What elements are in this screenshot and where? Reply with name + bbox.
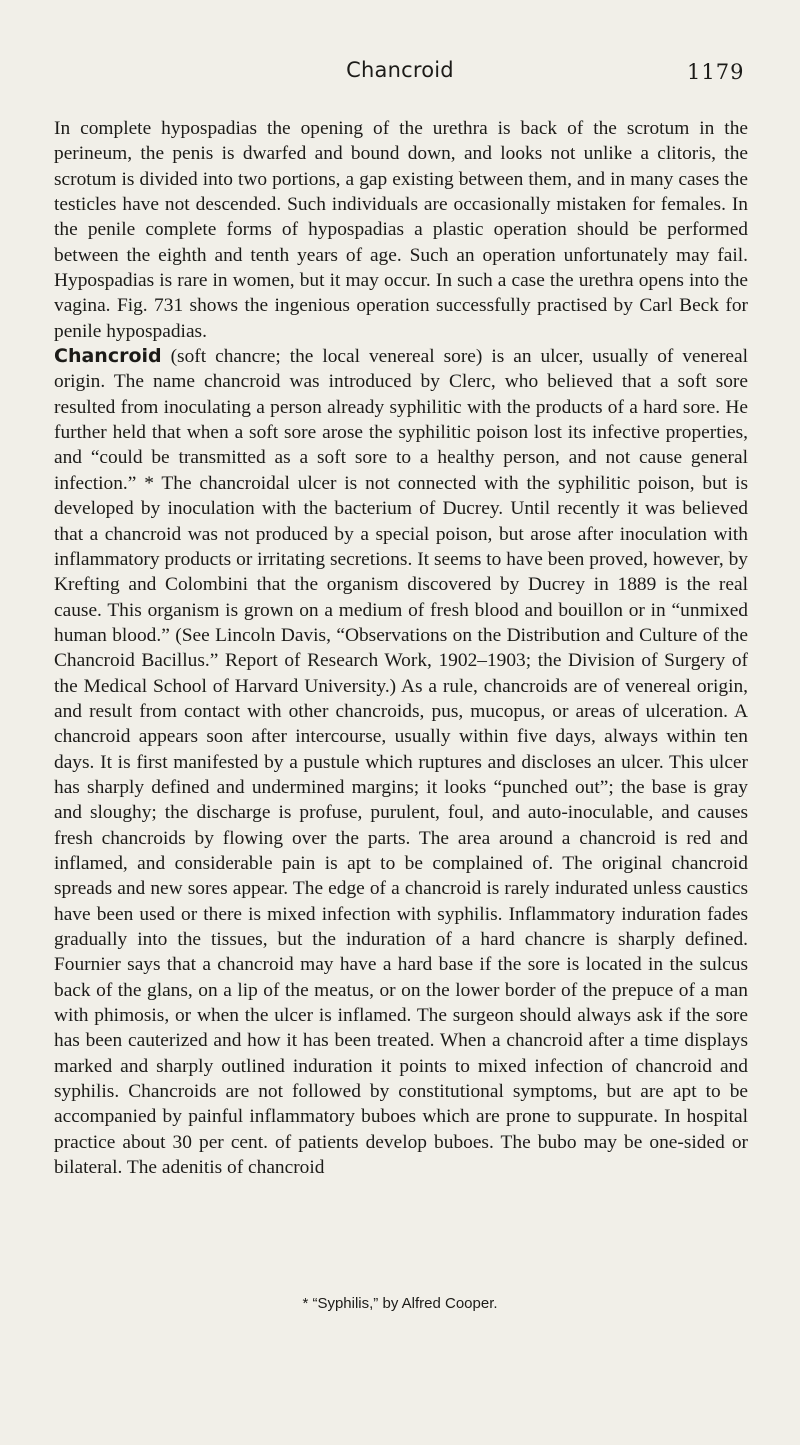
page-title: Chancroid xyxy=(346,58,454,82)
body-text xyxy=(54,116,748,1180)
page-number: 1179 xyxy=(687,60,745,84)
paragraph-chancroid-text: (soft chancre; the local venereal sore) is an ulcer, usually of venereal origin. The name chancroid was introduced by Clerc, who believed that a soft sore resulted from inoculating a person already syphilitic with the products of a hard sore. He further held that when a soft sore arose the syphilitic poison lost its infective properties, and “could be transmitted as a soft sore to a healthy person, and not cause general infection.” * The chancroidal ulcer is not connected with the syphilitic poison, but is developed by inoculation with the bacterium of Ducrey. Until recently it was believed that a chancroid was not produced by a special poison, but arose after inoculation with inflammatory products or irritating secretions. It seems to have been proved, however, by Krefting and Colombini that the organism discovered by Ducrey in 1889 is the real cause. This organism is grown on a medium of fresh blood and bouillon or in “unmixed human blood.” (See Lincoln Davis, “Observations on the Distribution and Culture of the Chancroid Bacillus.” Report of Research Work, 1902–1903; the Division of Surgery of the Medical School of Harvard University.) As a rule, chancroids are of venereal origin, and result from contact with other chancroids, pus, mucopus, or areas of ulceration. A chancroid appears soon after intercourse, usually within five days, always within ten days. It is first manifested by a pustule which ruptures and discloses an ulcer. This ulcer has sharply defined and undermined margins; it looks “punched out”; the base is gray and sloughy; the discharge is profuse, purulent, foul, and auto-inoculable, and causes fresh chancroids by flowing over the parts. The area around a chancroid is red and inflamed, and considerable pain is apt to be complained of. The original chancroid spreads and new sores appear. The edge of a chancroid is rarely indurated unless caustics have been used or there is mixed infection with syphilis. Inflammatory induration fades gradually into the tissues, but the induration of a hard chancre is sharply defined. Fournier says that a chancroid may have a hard base if the sore is located in the sulcus back of the glans, on a lip of the meatus, or on the lower border of the prepuce of a man with phimosis, or when the ulcer is inflamed. The surgeon should always ask if the sore has been cauterized and how it has been treated. When a chancroid after a time displays marked and sharply outlined induration it points to mixed infection of chancroid and syphilis. Chancroids are not followed by constitutional symptoms, but are apt to be accompanied by painful inflammatory buboes which are prone to suppurate. In hospital practice about 30 per cent. of patients develop buboes. The bubo may be one-sided or bilateral. The adenitis of chancroid xyxy=(54,346,748,1179)
running-head xyxy=(0,58,800,92)
paragraph-hypospadias: In complete hypospadias the opening of the urethra is back of the scrotum in the perineum, the penis is dwarfed and bound down, and looks not unlike a clitoris, the scrotum is divided into two portions, a gap existing between them, and in many cases the testicles have not descended. Such individuals are occasionally mistaken for females. In the penile complete forms of hypospadias a plastic operation should be performed between the eighth and tenth years of age. Such an operation unfortunately may fail. Hypospadias is rare in women, but it may occur. In such a case the urethra opens into the vagina. Fig. 731 shows the ingenious operation successfully practised by Carl Beck for penile hypospadias. xyxy=(54,118,748,342)
paragraph-chancroid xyxy=(54,344,748,1180)
footnote: * “Syphilis,” by Alfred Cooper. xyxy=(302,1295,498,1312)
section-term: Chancroid xyxy=(54,345,162,368)
